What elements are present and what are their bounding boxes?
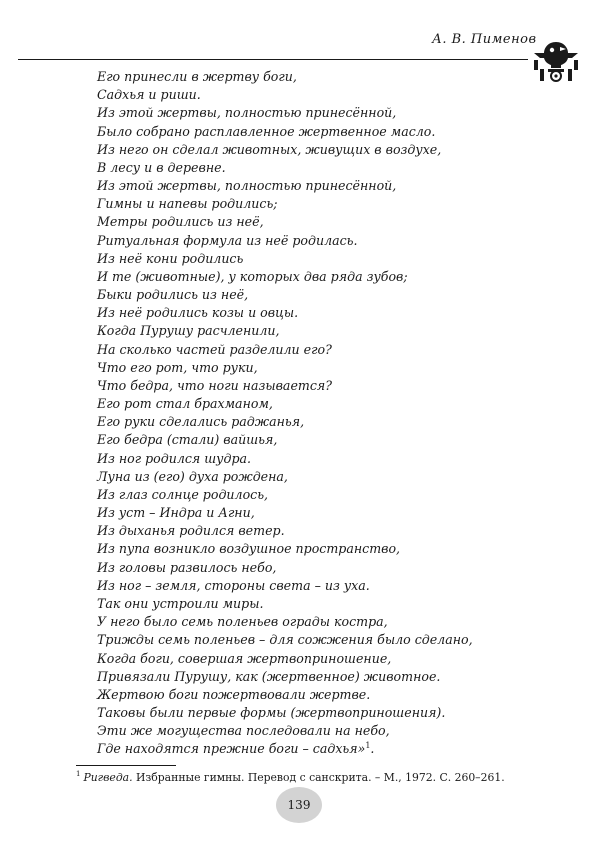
poem-line-text: Из него он сделал животных, живущих в воздухе,: [97, 141, 442, 157]
poem-line-text: Быки родились из неё,: [97, 287, 249, 303]
poem-text: [97, 68, 517, 759]
poem-line: [97, 359, 517, 377]
poem-line-text: Было собрано расплавленное жертвенное масло.: [97, 123, 436, 139]
footnote-text: Избранные гимны. Перевод с санскрита. – М., 1972. С. 260–261.: [132, 771, 505, 784]
poem-line: [97, 540, 517, 558]
poem-line-text: Из неё родились козы и овцы.: [97, 305, 299, 321]
poem-line-text: Ритуальная формула из неё родилась.: [97, 232, 358, 248]
poem-line: [97, 577, 517, 595]
poem-line: [97, 722, 517, 740]
poem-line: [97, 450, 517, 468]
poem-line-text: У него было семь поленьев ограды костра,: [97, 614, 388, 630]
poem-line: [97, 177, 517, 195]
poem-line: [97, 123, 517, 141]
poem-line-text: И те (животные), у которых два ряда зубов;: [97, 268, 408, 284]
poem-line-text: Что бедра, что ноги называется?: [97, 377, 332, 393]
poem-line-text: Где находятся прежние боги – садхья»: [97, 741, 366, 757]
header-rule: [18, 59, 528, 60]
poem-line: [97, 650, 517, 668]
poem-line-text: Эти же могущества последовали на небо,: [97, 723, 390, 739]
bird-emblem-icon: [526, 38, 586, 84]
poem-line: [97, 686, 517, 704]
poem-line: [97, 504, 517, 522]
poem-line: [97, 595, 517, 613]
poem-line-text: Из ног – земля, стороны света – из уха.: [97, 577, 370, 593]
poem-line-text: На сколько частей разделили его?: [97, 341, 332, 357]
poem-line: [97, 141, 517, 159]
poem-line: [97, 377, 517, 395]
poem-line: [97, 250, 517, 268]
poem-line: [97, 431, 517, 449]
poem-line-text: Из этой жертвы, полностью принесённой,: [97, 178, 397, 194]
poem-line-text: Таковы были первые формы (жертвоприношения).: [97, 705, 446, 721]
poem-line-text: Из ног родился шудра.: [97, 450, 252, 466]
poem-line-text: Из дыханья родился ветер.: [97, 523, 285, 539]
end-punctuation: .: [370, 741, 375, 757]
poem-line-text: Садхья и риши.: [97, 87, 201, 103]
poem-line-text: Его принесли в жертву боги,: [97, 69, 297, 84]
poem-line: [97, 68, 517, 86]
poem-line-text: Когда Пурушу расчленили,: [97, 323, 280, 339]
poem-line: [97, 104, 517, 122]
poem-line-text: Гимны и напевы родились;: [97, 196, 278, 212]
running-header-author: А. В. Пименов: [432, 32, 537, 47]
poem-line: [97, 468, 517, 486]
poem-line-text: Что его рот, что руки,: [97, 359, 258, 375]
poem-line: [97, 86, 517, 104]
poem-line: [97, 486, 517, 504]
poem-line-text: Жертвою боги пожертвовали жертве.: [97, 686, 371, 702]
poem-line: [97, 195, 517, 213]
poem-line-text: Когда боги, совершая жертвоприношение,: [97, 650, 392, 666]
poem-line: [97, 304, 517, 322]
poem-line-text: Его рот стал брахманом,: [97, 396, 273, 412]
poem-line-text: Его руки сделались раджанья,: [97, 414, 305, 430]
poem-line-text: Трижды семь поленьев – для сожжения было сделано,: [97, 632, 473, 648]
poem-line: [97, 613, 517, 631]
poem-line: [97, 341, 517, 359]
poem-line: [97, 159, 517, 177]
poem-line: [97, 631, 517, 649]
poem-line: [97, 413, 517, 431]
footnote-mark: 1: [76, 770, 81, 779]
poem-line-text: Привязали Пурушу, как (жертвенное) животное.: [97, 668, 441, 684]
poem-line-text: Из уст – Индра и Агни,: [97, 505, 255, 521]
poem-line-text: В лесу и в деревне.: [97, 159, 226, 175]
poem-line-text: Из пупа возникло воздушное пространство,: [97, 541, 401, 557]
footnote-title: Ригведа.: [83, 771, 133, 784]
poem-line: [97, 286, 517, 304]
poem-line-text: Его бедра (стали) вайшья,: [97, 432, 278, 448]
page-number-badge: [276, 787, 322, 823]
poem-line: [97, 213, 517, 231]
poem-line-text: Из этой жертвы, полностью принесённой,: [97, 105, 397, 121]
poem-line: [97, 522, 517, 540]
footnote-rule: [76, 765, 176, 766]
poem-line-text: Так они устроили миры.: [97, 595, 264, 611]
page-number: 139: [287, 798, 311, 812]
poem-line: [97, 268, 517, 286]
poem-line: [97, 322, 517, 340]
poem-line: [97, 232, 517, 250]
poem-line: [97, 395, 517, 413]
poem-line: [97, 559, 517, 577]
poem-line-text: Метры родились из неё,: [97, 214, 264, 230]
poem-line-text: Из глаз солнце родилось,: [97, 486, 269, 502]
footnote-reference: 1: [365, 741, 371, 751]
footnote: [76, 771, 546, 785]
poem-line-text: Луна из (его) духа рождена,: [97, 468, 288, 484]
poem-line-text: Из неё кони родились: [97, 250, 244, 266]
poem-line: [97, 704, 517, 722]
poem-line: [97, 668, 517, 686]
poem-line: [97, 740, 517, 758]
poem-line-text: Из головы развилось небо,: [97, 559, 277, 575]
